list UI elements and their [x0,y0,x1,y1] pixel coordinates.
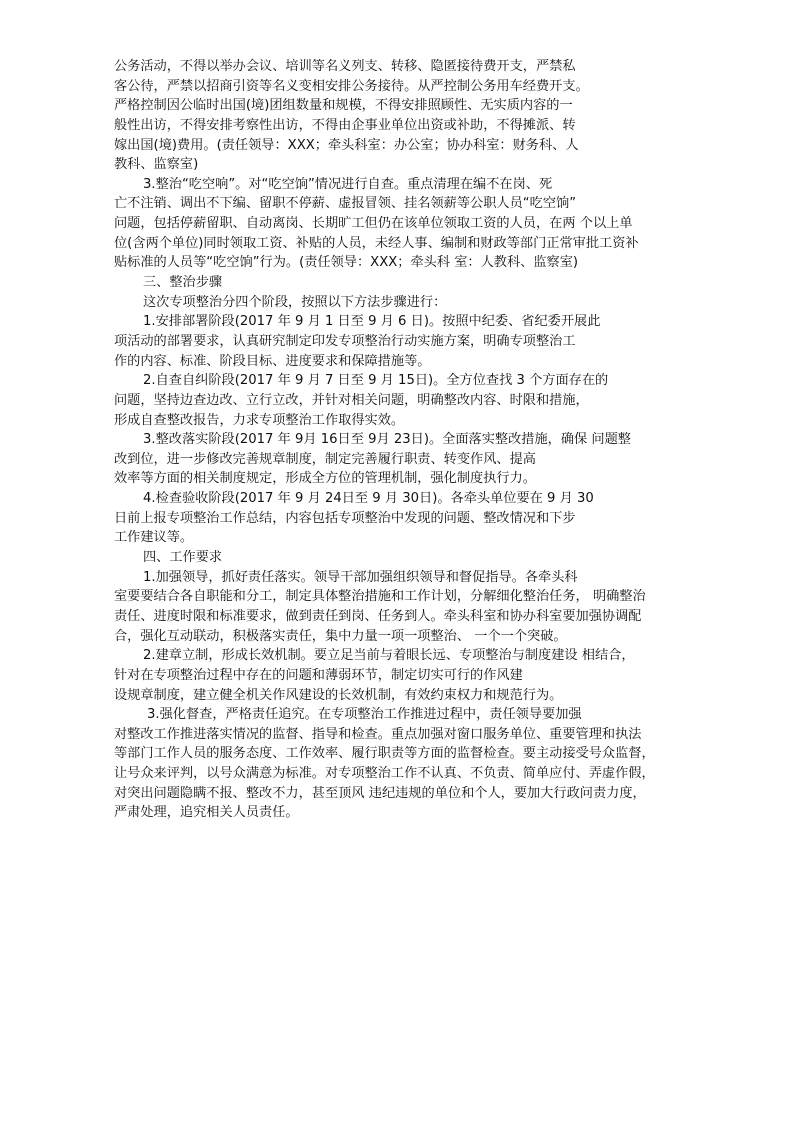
paragraph-line: 室要要结合各自职能和分工，制定具体整治措施和工作计划，分解细化整治任务， 明确整治 [114,589,646,605]
document-page [114,57,694,823]
paragraph-line: 公务活动，不得以举办会议、培训等名义列支、转移、隐匿接待费开支，严禁私 [114,59,576,74]
paragraph-line: 工作建议等。 [114,530,194,546]
paragraph-line: 责任、进度时限和标准要求，做到责任到岗、任务到人。牵头科室和协办科室要加强协调配 [114,608,642,624]
paragraph-line: 3.整治“吃空响”。对“吃空饷”情况进行自查。重点清理在编不在岗、死 [143,176,553,192]
paragraph-line: 嫁出国(境)费用。(责任领导：XXX；牵头科室：办公室；协办科室：财务科、人 [114,137,579,153]
paragraph-line: 让号众来评判，以号众满意为标准。对专项整治工作不认真、不负责、简单应付、弄虚作假， [114,766,655,782]
paragraph-line: 3.强化督查，严格责任追究。在专项整治工作推进过程中，责任领导要加强 [147,707,582,723]
paragraph-line: 对整改工作推进落实情况的监督、指导和检查。重点加强对窗口服务单位、重要管理和执法 [114,726,642,742]
paragraph-line: 设规章制度，建立健全机关作风建设的长效机制，有效约束权力和规范行为。 [114,687,563,703]
paragraph-line: 问题，坚持边查边改、立行立改，并针对相关问题，明确整改内容、时限和措施， [114,392,589,408]
section-heading: 三、整治步骤 [143,275,223,291]
section-heading: 四、工作要求 [143,550,223,566]
paragraph-line: 教科、监察室) [114,157,199,173]
paragraph-line: 这次专项整治分四个阶段，按照以下方法步骤进行： [143,294,447,310]
paragraph-line: 般性出访，不得安排考察性出访，不得由企事业单位出资或补助，不得摊派、转 [114,117,576,133]
paragraph-line: 严肃处理，追究相关人员责任。 [114,805,299,821]
paragraph-line: 1.安排部署阶段(2017 年 9 月 1 日至 9 月 6 日)。按照中纪委、省纪委开展此 [143,314,601,330]
paragraph-line: 项活动的部署要求，认真研究制定印发专项整治行动实施方案，明确专项整治工 [114,333,576,349]
paragraph-line: 针对在专项整治过程中存在的问题和薄弱环节，制定切实可行的作风建 [114,667,523,683]
paragraph-line: 客公待，严禁以招商引资等名义变相安排公务接待。从严控制公务用车经费开支。 [114,78,589,94]
paragraph-line: 等部门工作人员的服务态度、工作效率、履行职责等方面的监督检查。要主动接受号众监督， [114,746,655,762]
paragraph-line: 效率等方面的相关制度规定，形成全方位的管理机制，强化制度执行力。 [114,471,536,487]
paragraph-line: 形成自查整改报告，力求专项整治工作取得实效。 [114,412,405,428]
paragraph-line: 问题，包括停薪留职、自动离岗、长期旷工但仍在该单位领取工资的人员，在两 个以上单 [114,216,633,232]
paragraph-line: 亡不注销、调出不下编、留职不停薪、虚报冒领、挂名领薪等公职人员“吃空饷” [114,196,577,212]
paragraph-line: 对突出问题隐瞒不报、整改不力，甚至顶风 违纪违规的单位和个人，要加大行政问责力度， [114,785,646,801]
paragraph-line: 4.检查验收阶段(2017 年 9 月 24日至 9 月 30日)。各牵头单位要在 9 月 30 [143,491,594,507]
paragraph-line: 位(含两个单位)同时领取工资、补贴的人员，未经人事、编制和财政等部门正常审批工资补 [114,235,639,251]
paragraph-line: 1.加强领导，抓好责任落实。领导干部加强组织领导和督促指导。各牵头科 [143,569,578,585]
paragraph-line: 3.整改落实阶段(2017 年 9月 16日至 9月 23日)。全面落实整改措施，确保 问题整 [143,432,631,448]
paragraph-line: 日前上报专项整治工作总结，内容包括专项整治中发现的问题、整改情况和下步 [114,510,576,526]
paragraph-line: 严格控制因公临时出国(境)团组数量和规模，不得安排照顾性、无实质内容的一 [114,98,573,114]
paragraph-line: 2.建章立制，形成长效机制。要立足当前与着眼长远、专项整治与制度建设 相结合， [143,648,635,664]
paragraph-line: 贴标准的人员等“吃空饷”行为。(责任领导：XXX；牵头科 室：人教科、监察室) [114,255,579,271]
paragraph-line: 2.自查自纠阶段(2017 年 9 月 7 日至 9 月 15日)。全方位查找 3 个方面存在的 [143,373,609,389]
paragraph-line: 改到位，进一步修改完善规章制度，制定完善履行职责、转变作风、提高 [114,451,536,467]
paragraph-line: 合，强化互动联动，积极落实责任，集中力量一项一项整治、 一个一个突破。 [114,628,567,644]
paragraph-line: 作的内容、标准、阶段目标、进度要求和保障措施等。 [114,353,431,369]
